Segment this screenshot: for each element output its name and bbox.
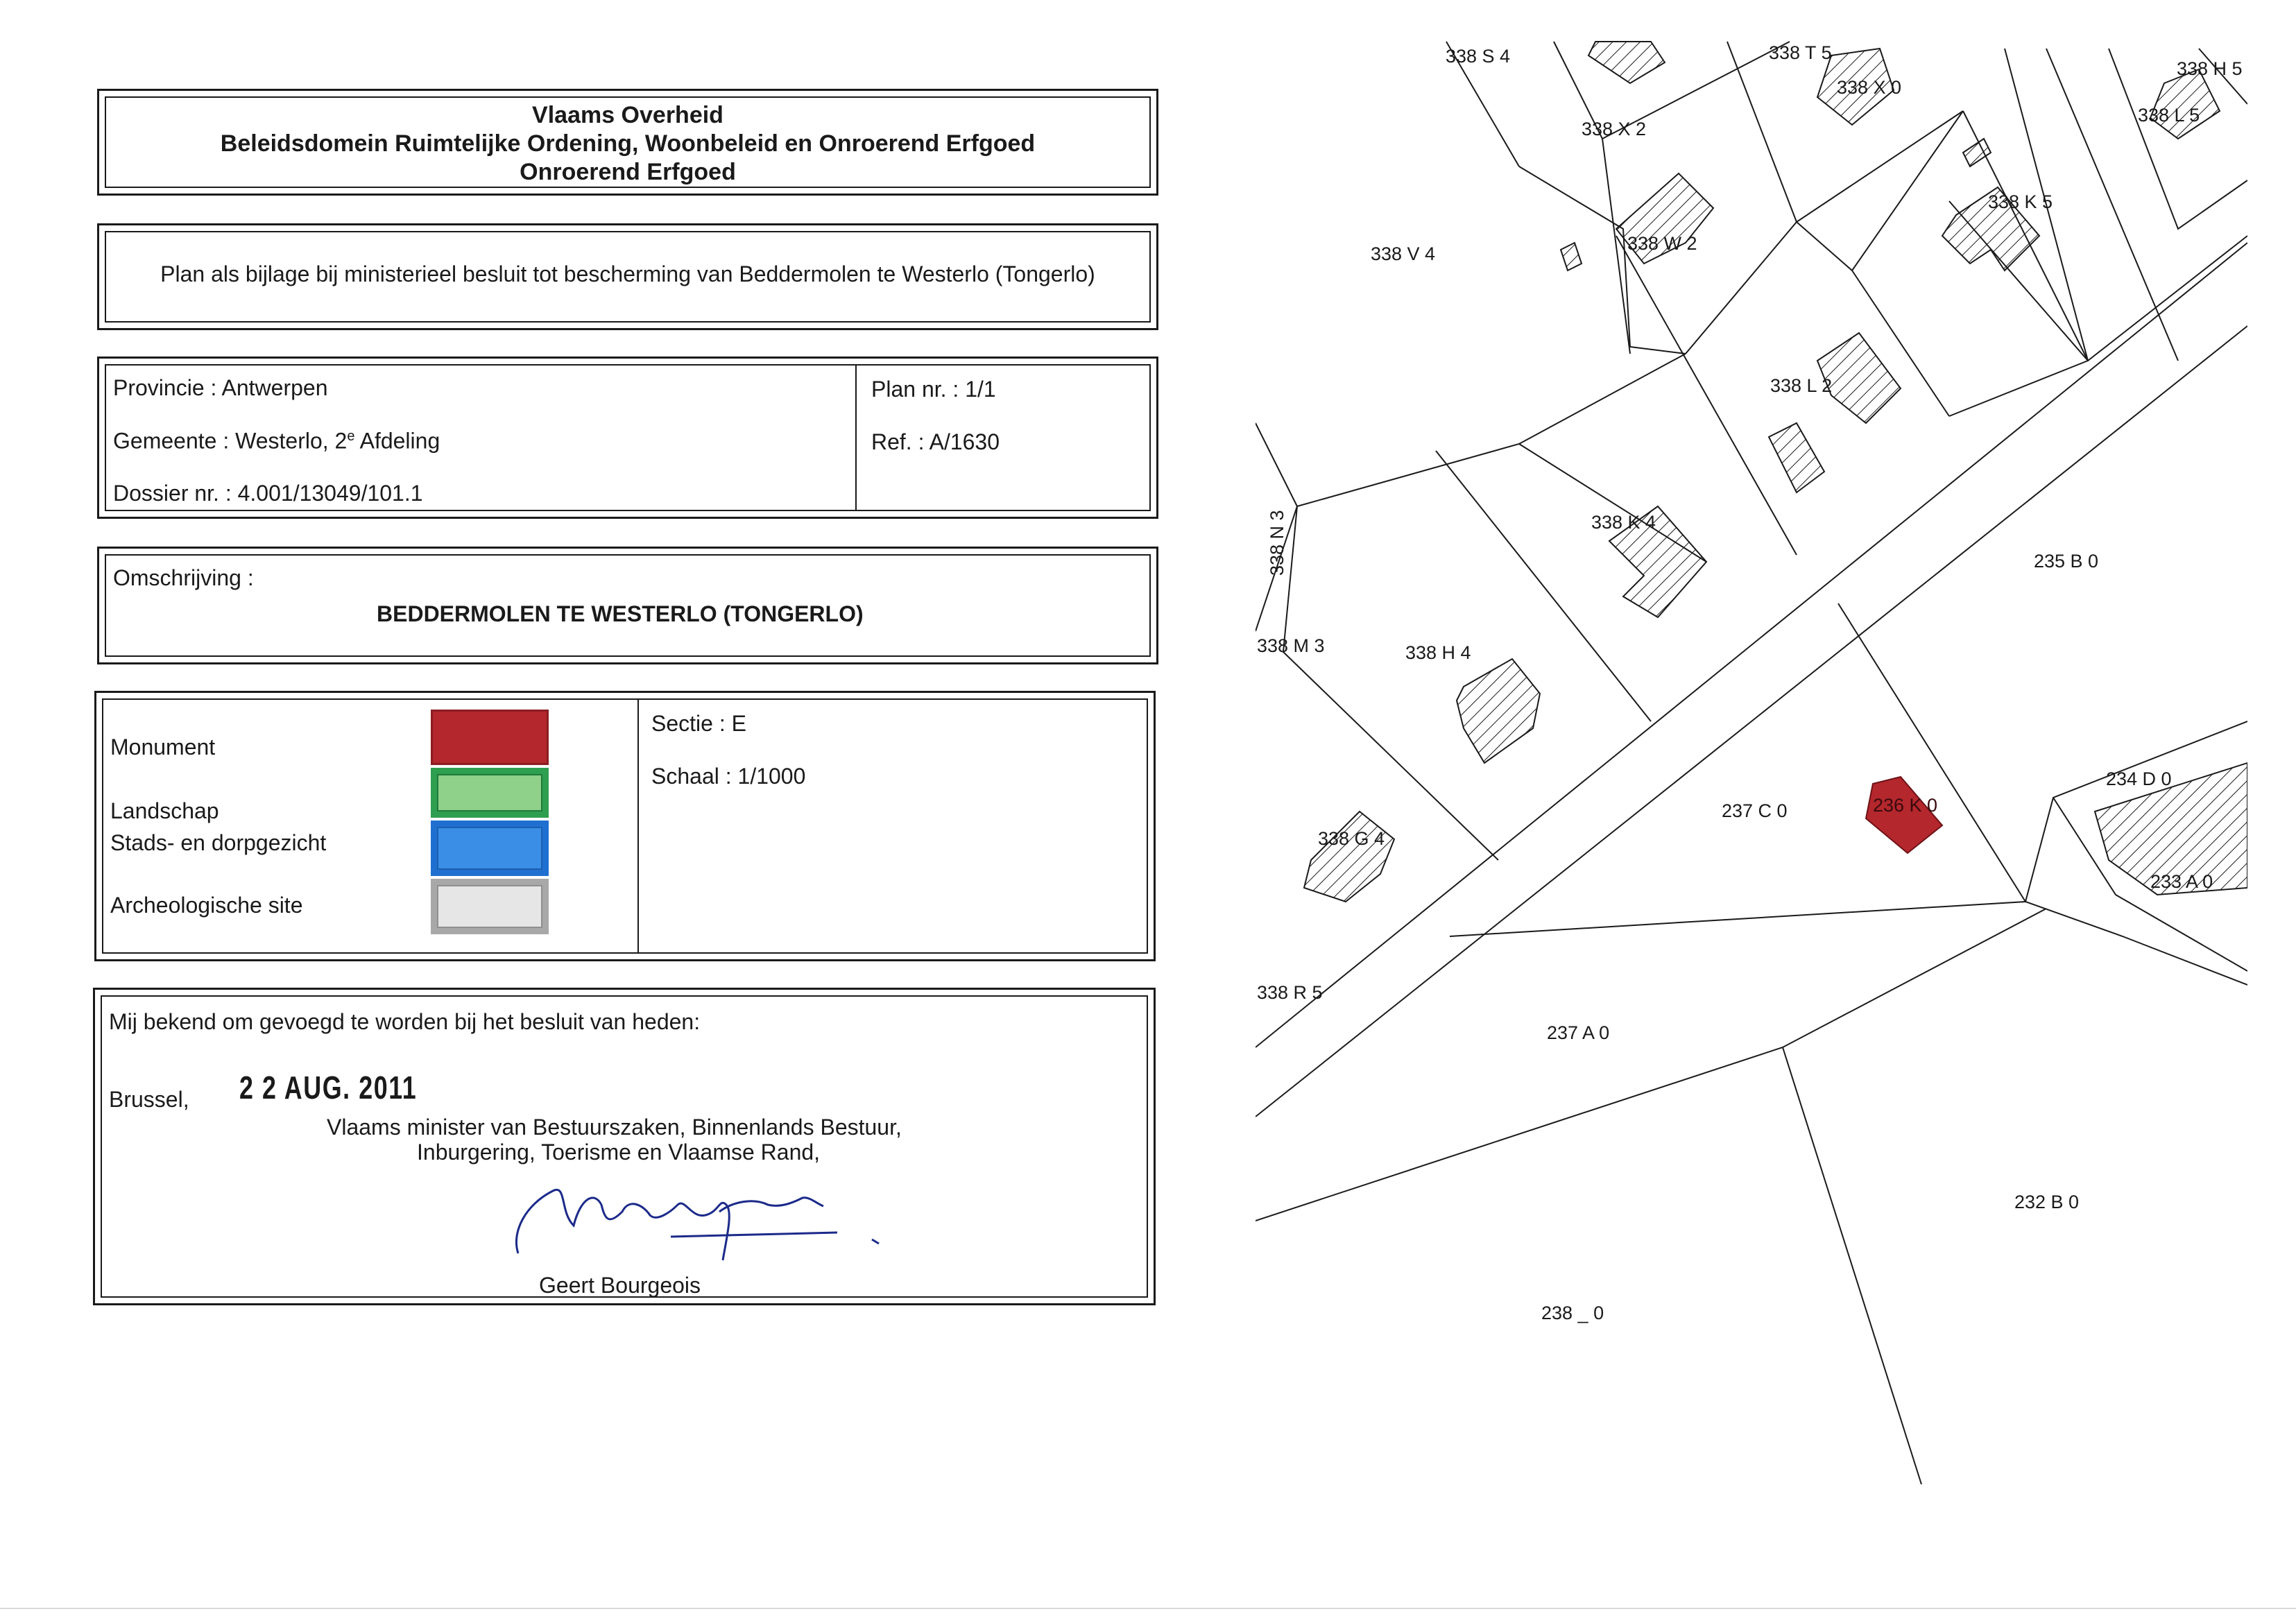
plan-title-box: [97, 223, 1158, 330]
legend-box: [94, 691, 1156, 961]
omschrijving-value: BEDDERMOLEN TE WESTERLO (TONGERLO): [377, 601, 864, 626]
omschrijving-box: [97, 547, 1158, 664]
map-label: 338 V 4: [1371, 243, 1436, 264]
swatch-landschap: [431, 768, 549, 818]
map-label: 338 S 4: [1446, 46, 1511, 67]
map-label: 338 T 5: [1769, 42, 1832, 63]
swatch-stadsgezicht: [431, 821, 549, 876]
swatch-archeologie: [431, 879, 549, 934]
header-line-1: Vlaams Overheid: [532, 102, 723, 128]
minister-line-1: Vlaams minister van Bestuurszaken, Binnenlands Bestuur,: [327, 1115, 902, 1140]
header-line-3: Onroerend Erfgoed: [520, 159, 736, 185]
map-label: 233 A 0: [2150, 871, 2213, 892]
brussel-label: Brussel,: [109, 1087, 189, 1112]
gemeente-text: [113, 429, 440, 452]
map-label: 338 X 0: [1837, 77, 1902, 98]
map-label: 237 C 0: [1722, 800, 1788, 821]
sectie-text: Sectie : E: [651, 711, 746, 736]
map-label: 338 K 4: [1591, 512, 1656, 533]
signature-box: [93, 988, 1156, 1305]
map-label: 234 D 0: [2106, 768, 2172, 789]
cadastral-map: [1256, 28, 2247, 1498]
header-box: [97, 89, 1158, 196]
gemeente-prefix: Gemeente : Westerlo, 2: [113, 428, 348, 454]
info-box: [97, 357, 1158, 519]
map-label: 338 K 5: [1988, 191, 2053, 212]
map-label: 338 M 3: [1257, 635, 1325, 656]
legend-divider: [637, 698, 639, 954]
swatch-monument: [431, 710, 549, 765]
header-line-2: Beleidsdomein Ruimtelijke Ordening, Woonbeleid en Onroerend Erfgoed: [220, 130, 1036, 157]
date-stamp: 2 2 AUG. 2011: [239, 1070, 418, 1106]
info-divider: [855, 364, 857, 511]
scan-edge-line: [0, 1608, 2296, 1609]
legend-label-archeologie: Archeologische site: [110, 893, 303, 918]
omschrijving-label: Omschrijving :: [113, 565, 254, 590]
map-label: 338 R 5: [1257, 982, 1323, 1003]
map-label: 338 L 2: [1770, 375, 1833, 396]
signature-scribble: [511, 1163, 955, 1267]
gemeente-sup: e: [347, 429, 355, 444]
map-label: 338 H 4: [1405, 642, 1471, 663]
map-label: 338 W 2: [1627, 233, 1697, 254]
legend-label-monument: Monument: [110, 735, 216, 759]
map-label: 338 N 3: [1267, 510, 1287, 576]
map-label: 238 _ 0: [1541, 1303, 1604, 1323]
plan-title: Plan als bijlage bij ministerieel besluit tot bescherming van Beddermolen te Westerlo (Tongerlo): [160, 261, 1095, 286]
legend-label-stadsgezicht: Stads- en dorpgezicht: [110, 830, 327, 855]
minister-name: Geert Bourgeois: [539, 1273, 701, 1298]
schaal-text: Schaal : 1/1000: [651, 764, 806, 789]
gemeente-suffix: Afdeling: [354, 428, 440, 454]
map-label: 236 K 0: [1873, 795, 1938, 816]
provincie-text: Provincie : Antwerpen: [113, 375, 328, 400]
minister-line-2: Inburgering, Toerisme en Vlaamse Rand,: [417, 1140, 821, 1165]
map-label: 237 A 0: [1547, 1022, 1610, 1043]
dossier-text: Dossier nr. : 4.001/13049/101.1: [113, 481, 423, 506]
signature-intro: Mij bekend om gevoegd te worden bij het besluit van heden:: [109, 1009, 701, 1034]
plan-nr-text: Plan nr. : 1/1: [871, 377, 996, 402]
map-label: 235 B 0: [2034, 551, 2099, 572]
legend-label-landschap: Landschap: [110, 798, 219, 823]
ref-text: Ref. : A/1630: [871, 429, 1000, 454]
map-label: 338 G 4: [1318, 828, 1385, 849]
map-label: 338 L 5: [2138, 105, 2200, 126]
map-label: 232 B 0: [2014, 1192, 2080, 1212]
map-label: 338 X 2: [1582, 119, 1647, 139]
map-label: 338 H 5: [2177, 58, 2243, 79]
